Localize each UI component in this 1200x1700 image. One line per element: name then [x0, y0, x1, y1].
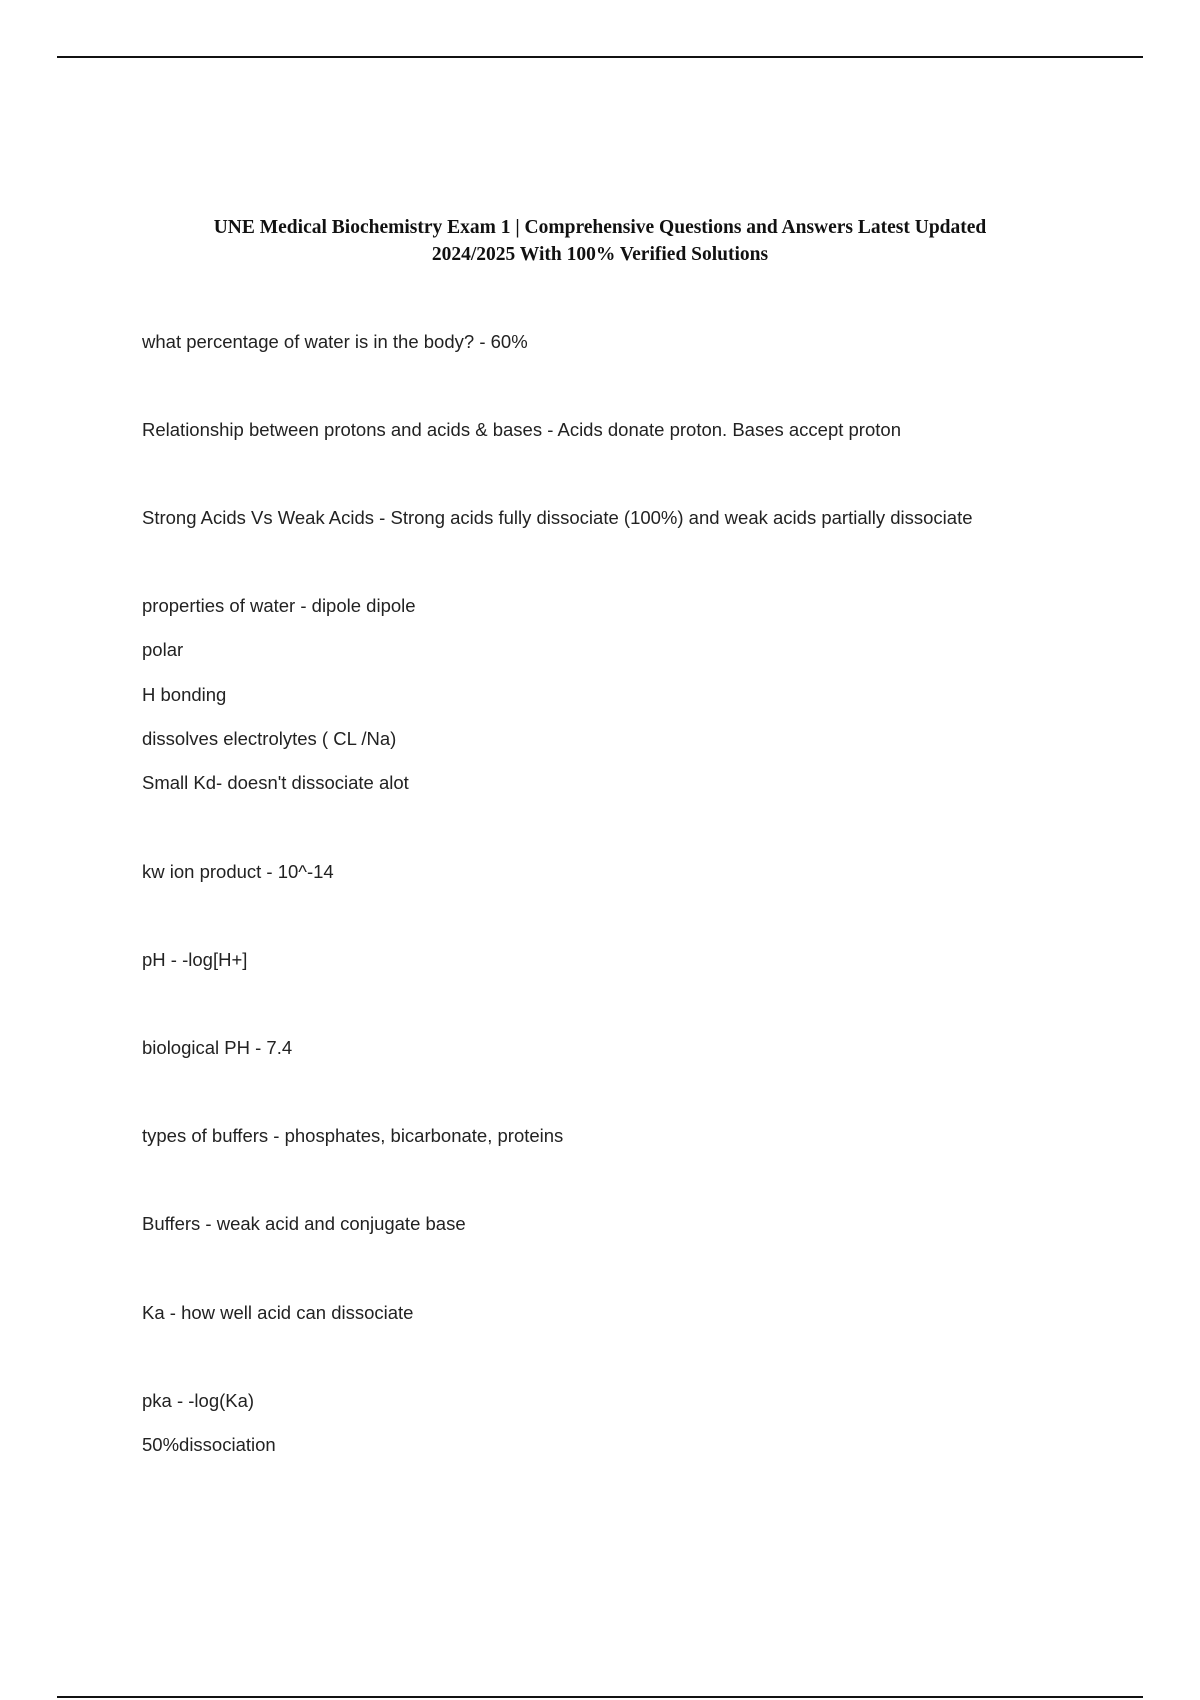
- qa-line: pka - -log(Ka): [142, 1390, 255, 1411]
- qa-line: H bonding: [142, 684, 227, 705]
- qa-line: Ka - how well acid can dissociate: [142, 1302, 414, 1323]
- title-line-2: 2024/2025 With 100% Verified Solutions: [431, 244, 769, 265]
- qa-line: what percentage of water is in the body? - 60%: [142, 331, 528, 352]
- qa-line: 50%dissociation: [142, 1434, 276, 1455]
- qa-line: types of buffers - phosphates, bicarbonate, proteins: [142, 1125, 564, 1146]
- qa-line: kw ion product - 10^-14: [142, 861, 334, 882]
- qa-line: polar: [142, 639, 184, 660]
- document-title: [120, 214, 1080, 268]
- qa-line: dissolves electrolytes ( CL /Na): [142, 728, 397, 749]
- qa-line: pH - -log[H+]: [142, 949, 248, 970]
- title-line-1: UNE Medical Biochemistry Exam 1 | Comprehensive Questions and Answers Latest Updated: [213, 217, 987, 238]
- top-rule: [57, 56, 1143, 58]
- bottom-rule: [57, 1696, 1143, 1698]
- qa-line: Buffers - weak acid and conjugate base: [142, 1213, 466, 1234]
- qa-line: properties of water - dipole dipole: [142, 595, 416, 616]
- qa-line: biological PH - 7.4: [142, 1037, 293, 1058]
- qa-line: Small Kd- doesn't dissociate alot: [142, 772, 409, 793]
- qa-line: Strong Acids Vs Weak Acids - Strong acids fully dissociate (100%) and weak acids partially dissociate: [142, 507, 973, 528]
- qa-line: Relationship between protons and acids & bases - Acids donate proton. Bases accept proton: [142, 419, 901, 440]
